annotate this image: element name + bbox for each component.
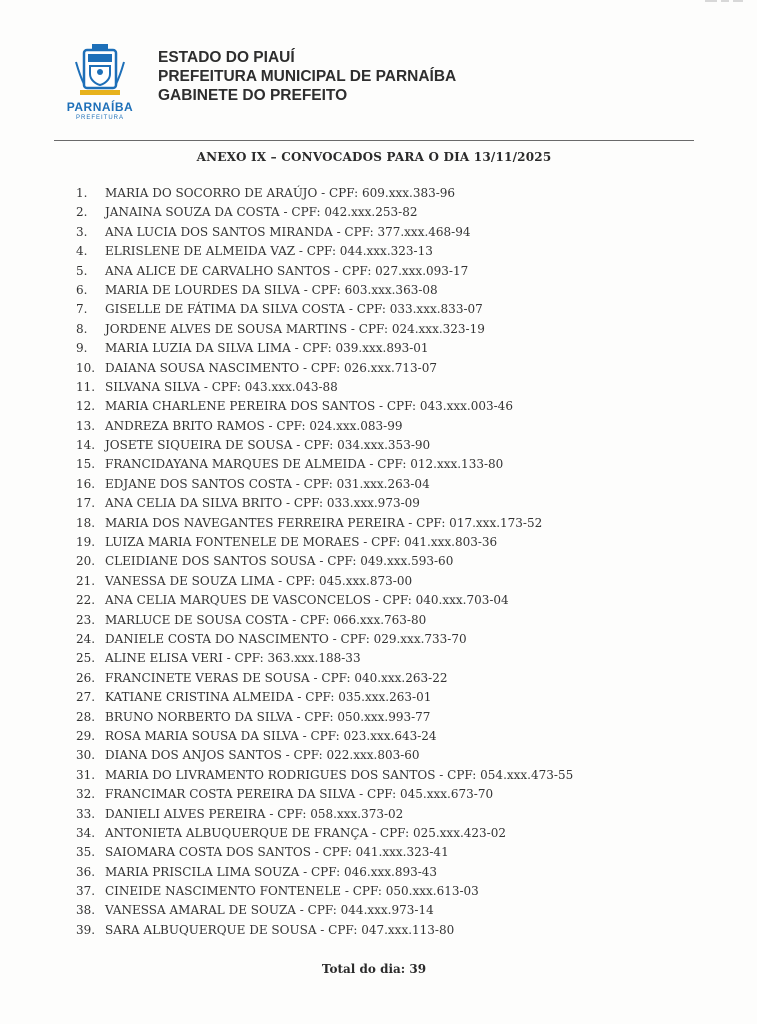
list-item xyxy=(76,494,716,513)
list-item xyxy=(76,611,716,630)
item-text: ANA ALICE DE CARVALHO SANTOS - CPF: 027.xxx.093-17 xyxy=(105,263,469,278)
item-number: 24. xyxy=(76,631,96,646)
list-item xyxy=(76,339,716,358)
item-number: 14. xyxy=(76,438,96,453)
item-text: SAIOMARA COSTA DOS SANTOS - CPF: 041.xxx.323-41 xyxy=(105,845,449,860)
list-item xyxy=(76,475,716,494)
list-item xyxy=(76,397,716,416)
item-text: GISELLE DE FÁTIMA DA SILVA COSTA - CPF: 033.xxx.833-07 xyxy=(105,302,483,317)
item-text: FRANCIMAR COSTA PEREIRA DA SILVA - CPF: 045.xxx.673-70 xyxy=(105,787,494,802)
list-item xyxy=(76,824,716,843)
logo-text: PARNAÍBA xyxy=(66,100,134,114)
prefeitura-logo xyxy=(54,42,146,130)
item-number: 20. xyxy=(76,554,96,569)
item-number: 15. xyxy=(76,457,96,472)
item-text: VANESSA DE SOUZA LIMA - CPF: 045.xxx.873-00 xyxy=(105,573,413,588)
item-number: 33. xyxy=(76,806,96,821)
annex-title: ANEXO IX – CONVOCADOS PARA O DIA 13/11/2025 xyxy=(196,150,552,164)
list-item xyxy=(76,921,716,940)
item-number: 1. xyxy=(76,186,88,200)
item-number: 31. xyxy=(76,767,96,782)
list-item xyxy=(76,805,716,824)
list-item xyxy=(76,514,716,533)
item-number: 3. xyxy=(76,224,88,239)
list-item xyxy=(76,378,716,397)
header-divider xyxy=(54,140,694,141)
item-number: 35. xyxy=(76,845,96,860)
item-text: MARIA DO SOCORRO DE ARAÚJO - CPF: 609.xxx.383-96 xyxy=(105,186,456,200)
coat-of-arms-icon xyxy=(54,42,146,102)
list-item xyxy=(76,708,716,727)
state-name: ESTADO DO PIAUÍ xyxy=(158,49,295,66)
scan-edge-mark xyxy=(705,0,751,6)
item-text: SARA ALBUQUERQUE DE SOUSA - CPF: 047.xxx.113-80 xyxy=(105,922,455,937)
day-total: Total do dia: 39 xyxy=(321,962,427,976)
document-header xyxy=(54,40,694,132)
list-item xyxy=(76,727,716,746)
item-text: MARIA DE LOURDES DA SILVA - CPF: 603.xxx.363-08 xyxy=(105,282,438,297)
item-text: ANDREZA BRITO RAMOS - CPF: 024.xxx.083-99 xyxy=(105,418,403,433)
item-text: MARIA CHARLENE PEREIRA DOS SANTOS - CPF: 043.xxx.003-46 xyxy=(105,399,513,414)
item-text: LUIZA MARIA FONTENELE DE MORAES - CPF: 041.xxx.803-36 xyxy=(105,535,498,550)
item-text: ELRISLENE DE ALMEIDA VAZ - CPF: 044.xxx.323-13 xyxy=(105,244,433,259)
municipality-name: PREFEITURA MUNICIPAL DE PARNAÍBA xyxy=(158,68,457,85)
item-number: 8. xyxy=(76,321,88,336)
list-item xyxy=(76,242,716,261)
item-number: 28. xyxy=(76,709,96,724)
item-number: 12. xyxy=(76,399,96,414)
list-item xyxy=(76,688,716,707)
item-number: 39. xyxy=(76,922,96,937)
list-item xyxy=(76,533,716,552)
item-number: 36. xyxy=(76,864,96,879)
logo-subtext: PREFEITURA xyxy=(75,115,124,121)
item-number: 11. xyxy=(76,379,96,394)
item-text: ALINE ELISA VERI - CPF: 363.xxx.188-33 xyxy=(105,651,361,666)
item-text: DANIELE COSTA DO NASCIMENTO - CPF: 029.xxx.733-70 xyxy=(105,631,467,646)
list-item xyxy=(76,630,716,649)
item-text: JOSETE SIQUEIRA DE SOUSA - CPF: 034.xxx.353-90 xyxy=(105,438,431,453)
list-item xyxy=(76,223,716,242)
item-text: ANA CELIA DA SILVA BRITO - CPF: 033.xxx.973-09 xyxy=(105,496,420,511)
list-item xyxy=(76,669,716,688)
item-number: 19. xyxy=(76,535,96,550)
item-text: CLEIDIANE DOS SANTOS SOUSA - CPF: 049.xxx.593-60 xyxy=(105,554,454,569)
list-item xyxy=(76,184,716,203)
list-item xyxy=(76,785,716,804)
list-item xyxy=(76,901,716,920)
item-number: 6. xyxy=(76,282,88,297)
item-number: 37. xyxy=(76,884,96,899)
item-text: BRUNO NORBERTO DA SILVA - CPF: 050.xxx.993-77 xyxy=(105,709,431,724)
item-number: 23. xyxy=(76,612,96,627)
list-item xyxy=(76,359,716,378)
item-text: MARLUCE DE SOUSA COSTA - CPF: 066.xxx.763-80 xyxy=(105,612,427,627)
item-number: 26. xyxy=(76,670,96,685)
item-number: 30. xyxy=(76,748,96,763)
item-text: DIANA DOS ANJOS SANTOS - CPF: 022.xxx.803-60 xyxy=(105,748,420,763)
item-text: EDJANE DOS SANTOS COSTA - CPF: 031.xxx.263-04 xyxy=(105,476,430,491)
item-text: FRANCINETE VERAS DE SOUSA - CPF: 040.xxx.263-22 xyxy=(105,670,448,685)
convocados-list xyxy=(76,184,716,940)
item-number: 9. xyxy=(76,341,88,356)
item-number: 22. xyxy=(76,593,96,608)
item-number: 34. xyxy=(76,825,96,840)
office-name: GABINETE DO PREFEITO xyxy=(158,87,348,104)
list-item xyxy=(76,766,716,785)
list-item xyxy=(76,300,716,319)
item-number: 5. xyxy=(76,263,88,278)
list-item xyxy=(76,203,716,222)
list-item xyxy=(76,262,716,281)
item-text: JORDENE ALVES DE SOUSA MARTINS - CPF: 024.xxx.323-19 xyxy=(105,321,485,336)
item-number: 32. xyxy=(76,787,96,802)
item-text: KATIANE CRISTINA ALMEIDA - CPF: 035.xxx.263-01 xyxy=(105,690,432,705)
item-text: MARIA DOS NAVEGANTES FERREIRA PEREIRA - CPF: 017.xxx.173-52 xyxy=(105,515,543,530)
item-number: 7. xyxy=(76,302,88,317)
item-number: 29. xyxy=(76,728,96,743)
item-number: 21. xyxy=(76,573,96,588)
list-item xyxy=(76,882,716,901)
item-text: CINEIDE NASCIMENTO FONTENELE - CPF: 050.xxx.613-03 xyxy=(105,884,479,899)
item-number: 18. xyxy=(76,515,96,530)
item-number: 16. xyxy=(76,476,96,491)
list-item xyxy=(76,281,716,300)
item-text: ANA LUCIA DOS SANTOS MIRANDA - CPF: 377.xxx.468-94 xyxy=(105,224,471,239)
item-text: ANTONIETA ALBUQUERQUE DE FRANÇA - CPF: 025.xxx.423-02 xyxy=(105,825,507,840)
list-item xyxy=(76,591,716,610)
item-text: VANESSA AMARAL DE SOUZA - CPF: 044.xxx.973-14 xyxy=(105,903,434,918)
item-text: JANAINA SOUZA DA COSTA - CPF: 042.xxx.253-82 xyxy=(105,205,418,220)
item-text: MARIA DO LIVRAMENTO RODRIGUES DOS SANTOS - CPF: 054.xxx.473-55 xyxy=(105,767,574,782)
item-number: 10. xyxy=(76,360,96,375)
list-item xyxy=(76,572,716,591)
item-number: 2. xyxy=(76,205,88,220)
item-number: 13. xyxy=(76,418,96,433)
list-item xyxy=(76,863,716,882)
item-text: DAIANA SOUSA NASCIMENTO - CPF: 026.xxx.713-07 xyxy=(105,360,438,375)
item-number: 27. xyxy=(76,690,96,705)
institution-heading xyxy=(158,48,456,105)
item-number: 4. xyxy=(76,244,88,259)
list-item xyxy=(76,843,716,862)
list-item xyxy=(76,320,716,339)
item-text: MARIA PRISCILA LIMA SOUZA - CPF: 046.xxx.893-43 xyxy=(105,864,438,879)
list-item xyxy=(76,417,716,436)
item-text: DANIELI ALVES PEREIRA - CPF: 058.xxx.373-02 xyxy=(105,806,404,821)
item-text: SILVANA SILVA - CPF: 043.xxx.043-88 xyxy=(105,379,338,394)
item-text: MARIA LUZIA DA SILVA LIMA - CPF: 039.xxx.893-01 xyxy=(105,341,429,356)
item-number: 17. xyxy=(76,496,96,511)
list-item xyxy=(76,436,716,455)
list-item xyxy=(76,746,716,765)
item-number: 25. xyxy=(76,651,96,666)
item-number: 38. xyxy=(76,903,96,918)
item-text: FRANCIDAYANA MARQUES DE ALMEIDA - CPF: 012.xxx.133-80 xyxy=(105,457,504,472)
list-item xyxy=(76,552,716,571)
list-item xyxy=(76,649,716,668)
list-item xyxy=(76,455,716,474)
item-text: ROSA MARIA SOUSA DA SILVA - CPF: 023.xxx.643-24 xyxy=(105,728,437,743)
item-text: ANA CELIA MARQUES DE VASCONCELOS - CPF: 040.xxx.703-04 xyxy=(105,593,509,608)
